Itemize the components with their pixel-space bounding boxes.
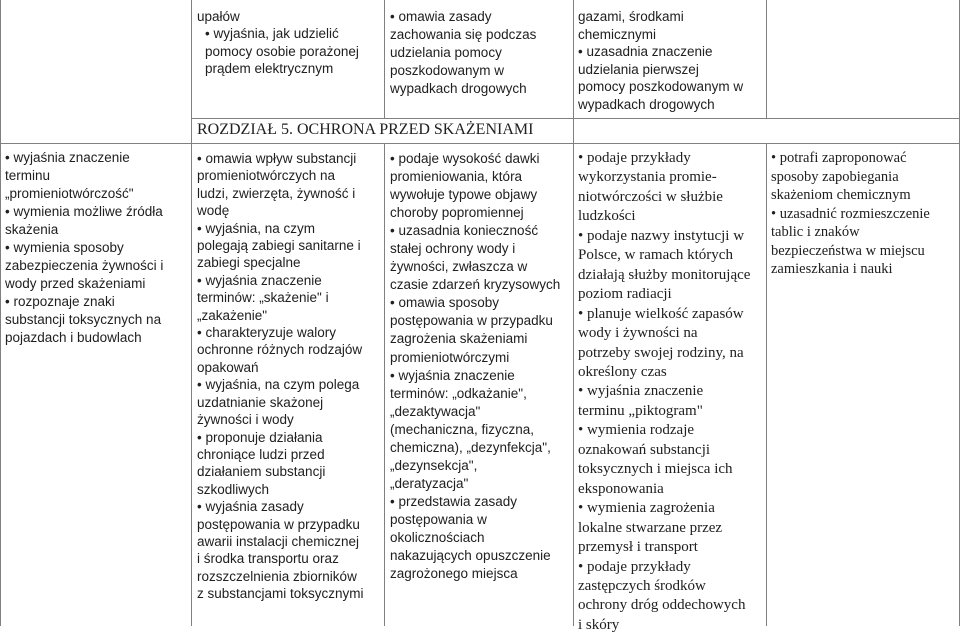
text-line: • wyjaśnia zasady [197, 499, 304, 515]
text-line: • uzasadnić rozmieszczenie [771, 205, 930, 222]
top-cell-col4 [578, 8, 766, 113]
text-line: • uzasadnia znaczenie [578, 44, 713, 59]
text-line: • wymienia możliwe źródła [5, 204, 163, 219]
text-line: zastępczych środków [578, 577, 706, 594]
text-line: • wyjaśnia znaczenie [197, 272, 322, 288]
text-line: wypadkach drogowych [390, 81, 527, 97]
text-line: • wymienia rodzaje [578, 422, 695, 439]
text-line: skażenia [5, 222, 59, 237]
text-line: • uzasadnia konieczność [390, 223, 539, 239]
text-line: promieniotwórczych na [197, 168, 336, 184]
text-line: ochrony dróg oddechowych [578, 597, 746, 614]
text-line: nakazujących opuszczenie [390, 548, 551, 564]
text-line: „dezaktywacja" [390, 403, 481, 419]
text-line: chroniące ludzi przed [197, 446, 325, 462]
text-line: wykorzystania promie- [578, 169, 717, 186]
text-line: postępowania w przypadku [197, 516, 360, 532]
text-line: • przedstawia zasady [390, 493, 518, 509]
text-line: • wymienia sposoby [5, 240, 124, 255]
text-line: zabezpieczenia żywności i [5, 258, 164, 273]
text-line: ochronne różnych rodzajów [197, 342, 363, 358]
text-line: „zakażenie" [197, 307, 268, 323]
text-line: zagrożonego miejsca [390, 566, 518, 582]
main-cell-col3 [390, 150, 571, 583]
text-line: bezpieczeństwa w miejscu [771, 242, 925, 259]
text-line: terminu „piktogram" [578, 402, 703, 419]
main-cell-col5 [771, 149, 957, 279]
main-cell-col1 [5, 149, 189, 347]
text-line: zabiegi specjalne [197, 255, 301, 271]
text-line: poszkodowanym w [390, 63, 505, 79]
text-line: polegają zabiegi sanitarne i [197, 238, 361, 254]
text-line: toksycznych i miejsca ich [578, 461, 733, 478]
text-line: ludzi, zwierzęta, żywność i [197, 185, 356, 201]
text-line: promieniowania, która [390, 169, 523, 185]
text-line: działają służby monitorujące [578, 266, 751, 283]
text-line: wody przed skażeniami [5, 276, 146, 291]
text-line: terminów: „skażenie" i [197, 290, 329, 306]
text-line: • rozpoznaje znaki [5, 294, 115, 309]
text-line: • wyjaśnia znaczenie [5, 150, 130, 165]
text-line: • charakteryzuje walory [197, 325, 337, 341]
text-line: • wyjaśnia znaczenie [578, 383, 704, 400]
text-line: substancji toksycznych na [5, 312, 162, 327]
text-line: • planuje wielkość zapasów [578, 305, 744, 322]
text-line: i środka transportu oraz [197, 551, 339, 567]
text-line: gazami, środkami [578, 9, 684, 24]
text-line: okolicznościach [390, 529, 485, 545]
section-title [197, 120, 567, 140]
text-line: • omawia sposoby [390, 295, 500, 311]
main-cell-col4 [578, 149, 766, 635]
text-line: • proponuje działania [197, 429, 323, 445]
text-line: pojazdach i budowlach [5, 330, 142, 345]
text-line: wody i żywności na [578, 325, 698, 342]
text-line: choroby popromiennej [390, 205, 524, 221]
text-line: wodę [197, 203, 230, 219]
text-line: • wyjaśnia, na czym polega [197, 377, 360, 393]
text-line: prądem elektrycznym [205, 61, 334, 77]
text-line: potrzeby swojej rodziny, na [578, 344, 744, 361]
text-line: promieniotwórczymi [390, 349, 510, 365]
text-line: skażeniom chemicznym [771, 187, 911, 203]
main-cell-col2 [197, 150, 375, 603]
text-line: działaniem substancji [197, 464, 326, 480]
top-cell-col2 [197, 8, 375, 78]
text-line: • wyjaśnia, jak udzielić [205, 26, 339, 42]
text-line: upałów [197, 9, 240, 24]
text-line: żywności, zwłaszcza w [390, 259, 528, 275]
text-line: eksponowania [578, 480, 664, 497]
text-line: • wyjaśnia, na czym [197, 220, 316, 236]
section-title-text: ROZDZIAŁ 5. OCHRONA PRZED SKAŻENIAMI [197, 121, 534, 138]
text-line: poziom radiacji [578, 286, 672, 303]
text-line: • podaje przykłady [578, 150, 691, 166]
text-line: Polsce, w ramach których [578, 247, 733, 264]
text-line: • podaje przykłady [578, 558, 691, 575]
text-line: niotwórczości w służbie [578, 188, 723, 205]
text-line: • omawia zasady [390, 9, 492, 24]
text-line: stałej ochrony wody i [390, 241, 516, 257]
text-line: oznakowań substancji [578, 441, 711, 458]
text-line: udzielania pierwszej [578, 61, 699, 77]
text-line: zagrożenia skażeniami [390, 331, 528, 347]
text-line: chemicznymi [578, 26, 657, 42]
text-line: tablic i znaków [771, 224, 860, 240]
text-line: • podaje nazwy instytucji w [578, 227, 745, 244]
text-line: czasie zdarzeń kryzysowych [390, 277, 561, 293]
text-line: określony czas [578, 363, 667, 380]
text-line: i skóry [578, 616, 620, 633]
text-line: żywności i wody [197, 412, 294, 428]
text-line: lokalne stwarzane przez [578, 519, 723, 536]
text-line: • wymienia zagrożenia [578, 500, 715, 517]
text-line: terminu [5, 168, 51, 183]
text-line: pomocy osobie porażonej [205, 43, 359, 59]
text-line: sposoby zapobiegania [771, 168, 899, 185]
text-line: • potrafi zaproponować [771, 150, 907, 166]
text-line: chemiczna), „dezynfekcja", [390, 439, 551, 455]
text-line: szkodliwych [197, 481, 270, 497]
text-line: uzdatnianie skażonej [197, 394, 324, 410]
text-line: postępowania w przypadku [390, 313, 553, 329]
text-line: • wyjaśnia znaczenie [390, 367, 515, 383]
text-line: zamieszkania i nauki [771, 261, 893, 277]
text-line: „dezynsekcja", [390, 457, 478, 473]
text-line: opakowań [197, 359, 259, 375]
text-line: wypadkach drogowych [578, 96, 715, 112]
text-line: ludzkości [578, 208, 636, 225]
text-line: rozszczelnienia zbiorników [197, 568, 357, 584]
text-line: pomocy poszkodowanym w [578, 79, 744, 94]
text-line: „deratyzacja" [390, 475, 469, 491]
text-line: wywołuje typowe objawy [390, 187, 538, 203]
text-line: (mechaniczna, fizyczna, [390, 421, 535, 437]
text-line: terminów: „odkażanie", [390, 385, 527, 401]
text-line: awarii instalacji chemicznej [197, 533, 360, 549]
text-line: • omawia wpływ substancji [197, 151, 357, 166]
text-line: postępowania w [390, 511, 487, 527]
top-cell-col3 [390, 8, 571, 98]
text-line: z substancjami toksycznymi [197, 586, 364, 602]
text-line: „promieniotwórczość" [5, 186, 134, 201]
text-line: zachowania się podczas [390, 27, 537, 43]
text-line: udzielania pomocy [390, 45, 502, 61]
text-line: • podaje wysokość dawki [390, 151, 540, 166]
text-line: przemysł i transport [578, 539, 698, 556]
